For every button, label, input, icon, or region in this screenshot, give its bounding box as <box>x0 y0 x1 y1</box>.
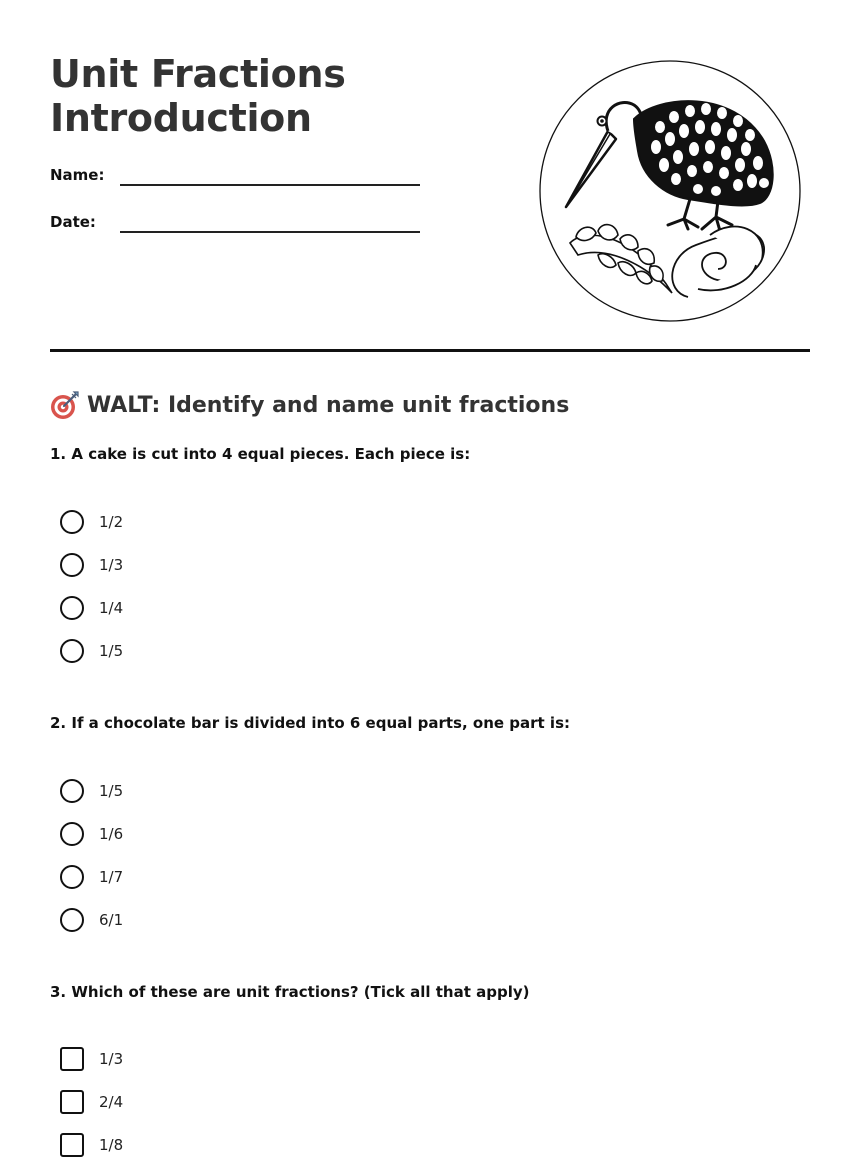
option-label: 2/4 <box>99 1093 124 1111</box>
q3-option-2[interactable] <box>60 1088 123 1116</box>
radio-button[interactable] <box>60 510 84 534</box>
checkbox[interactable] <box>60 1047 84 1071</box>
checkbox[interactable] <box>60 1090 84 1114</box>
option-label: 1/8 <box>99 1136 124 1154</box>
option-label: 6/1 <box>99 911 124 929</box>
q2-option-1[interactable] <box>60 777 123 805</box>
option-label: 1/5 <box>99 642 124 660</box>
q1-option-4[interactable] <box>60 637 123 665</box>
question-3: 3. Which of these are unit fractions? (Tick all that apply) <box>50 983 530 1001</box>
option-label: 1/6 <box>99 825 124 843</box>
q3-option-1[interactable] <box>60 1045 123 1073</box>
name-input-line[interactable] <box>120 184 420 186</box>
option-label: 1/5 <box>99 782 124 800</box>
radio-button[interactable] <box>60 639 84 663</box>
option-label: 1/3 <box>99 556 124 574</box>
question-2: 2. If a chocolate bar is divided into 6 equal parts, one part is: <box>50 714 570 732</box>
radio-button[interactable] <box>60 865 84 889</box>
q2-option-4[interactable] <box>60 906 123 934</box>
option-label: 1/2 <box>99 513 124 531</box>
checkbox[interactable] <box>60 1133 84 1157</box>
header-divider <box>50 349 810 352</box>
walt-text: WALT: Identify and name unit fractions <box>87 392 570 418</box>
radio-button[interactable] <box>60 553 84 577</box>
walt-heading <box>50 388 569 422</box>
q1-option-3[interactable] <box>60 594 123 622</box>
radio-button[interactable] <box>60 596 84 620</box>
radio-button[interactable] <box>60 908 84 932</box>
question-1: 1. A cake is cut into 4 equal pieces. Each piece is: <box>50 445 471 463</box>
title-line-1: Unit Fractions <box>50 52 346 96</box>
name-label: Name: <box>50 166 105 184</box>
target-dart-icon <box>50 390 80 420</box>
q3-option-3[interactable] <box>60 1131 123 1159</box>
q2-option-2[interactable] <box>60 820 123 848</box>
radio-button[interactable] <box>60 822 84 846</box>
radio-button[interactable] <box>60 779 84 803</box>
option-label: 1/7 <box>99 868 124 886</box>
title-line-2: Introduction <box>50 96 312 140</box>
kiwi-bird-emblem-icon <box>538 59 802 323</box>
q1-option-1[interactable] <box>60 508 123 536</box>
date-input-line[interactable] <box>120 231 420 233</box>
date-label: Date: <box>50 213 96 231</box>
option-label: 1/4 <box>99 599 124 617</box>
date-field[interactable] <box>50 213 420 237</box>
q1-option-2[interactable] <box>60 551 123 579</box>
option-label: 1/3 <box>99 1050 124 1068</box>
name-field[interactable] <box>50 166 420 190</box>
q2-option-3[interactable] <box>60 863 123 891</box>
worksheet-page <box>50 0 810 1161</box>
page-title <box>50 52 346 140</box>
